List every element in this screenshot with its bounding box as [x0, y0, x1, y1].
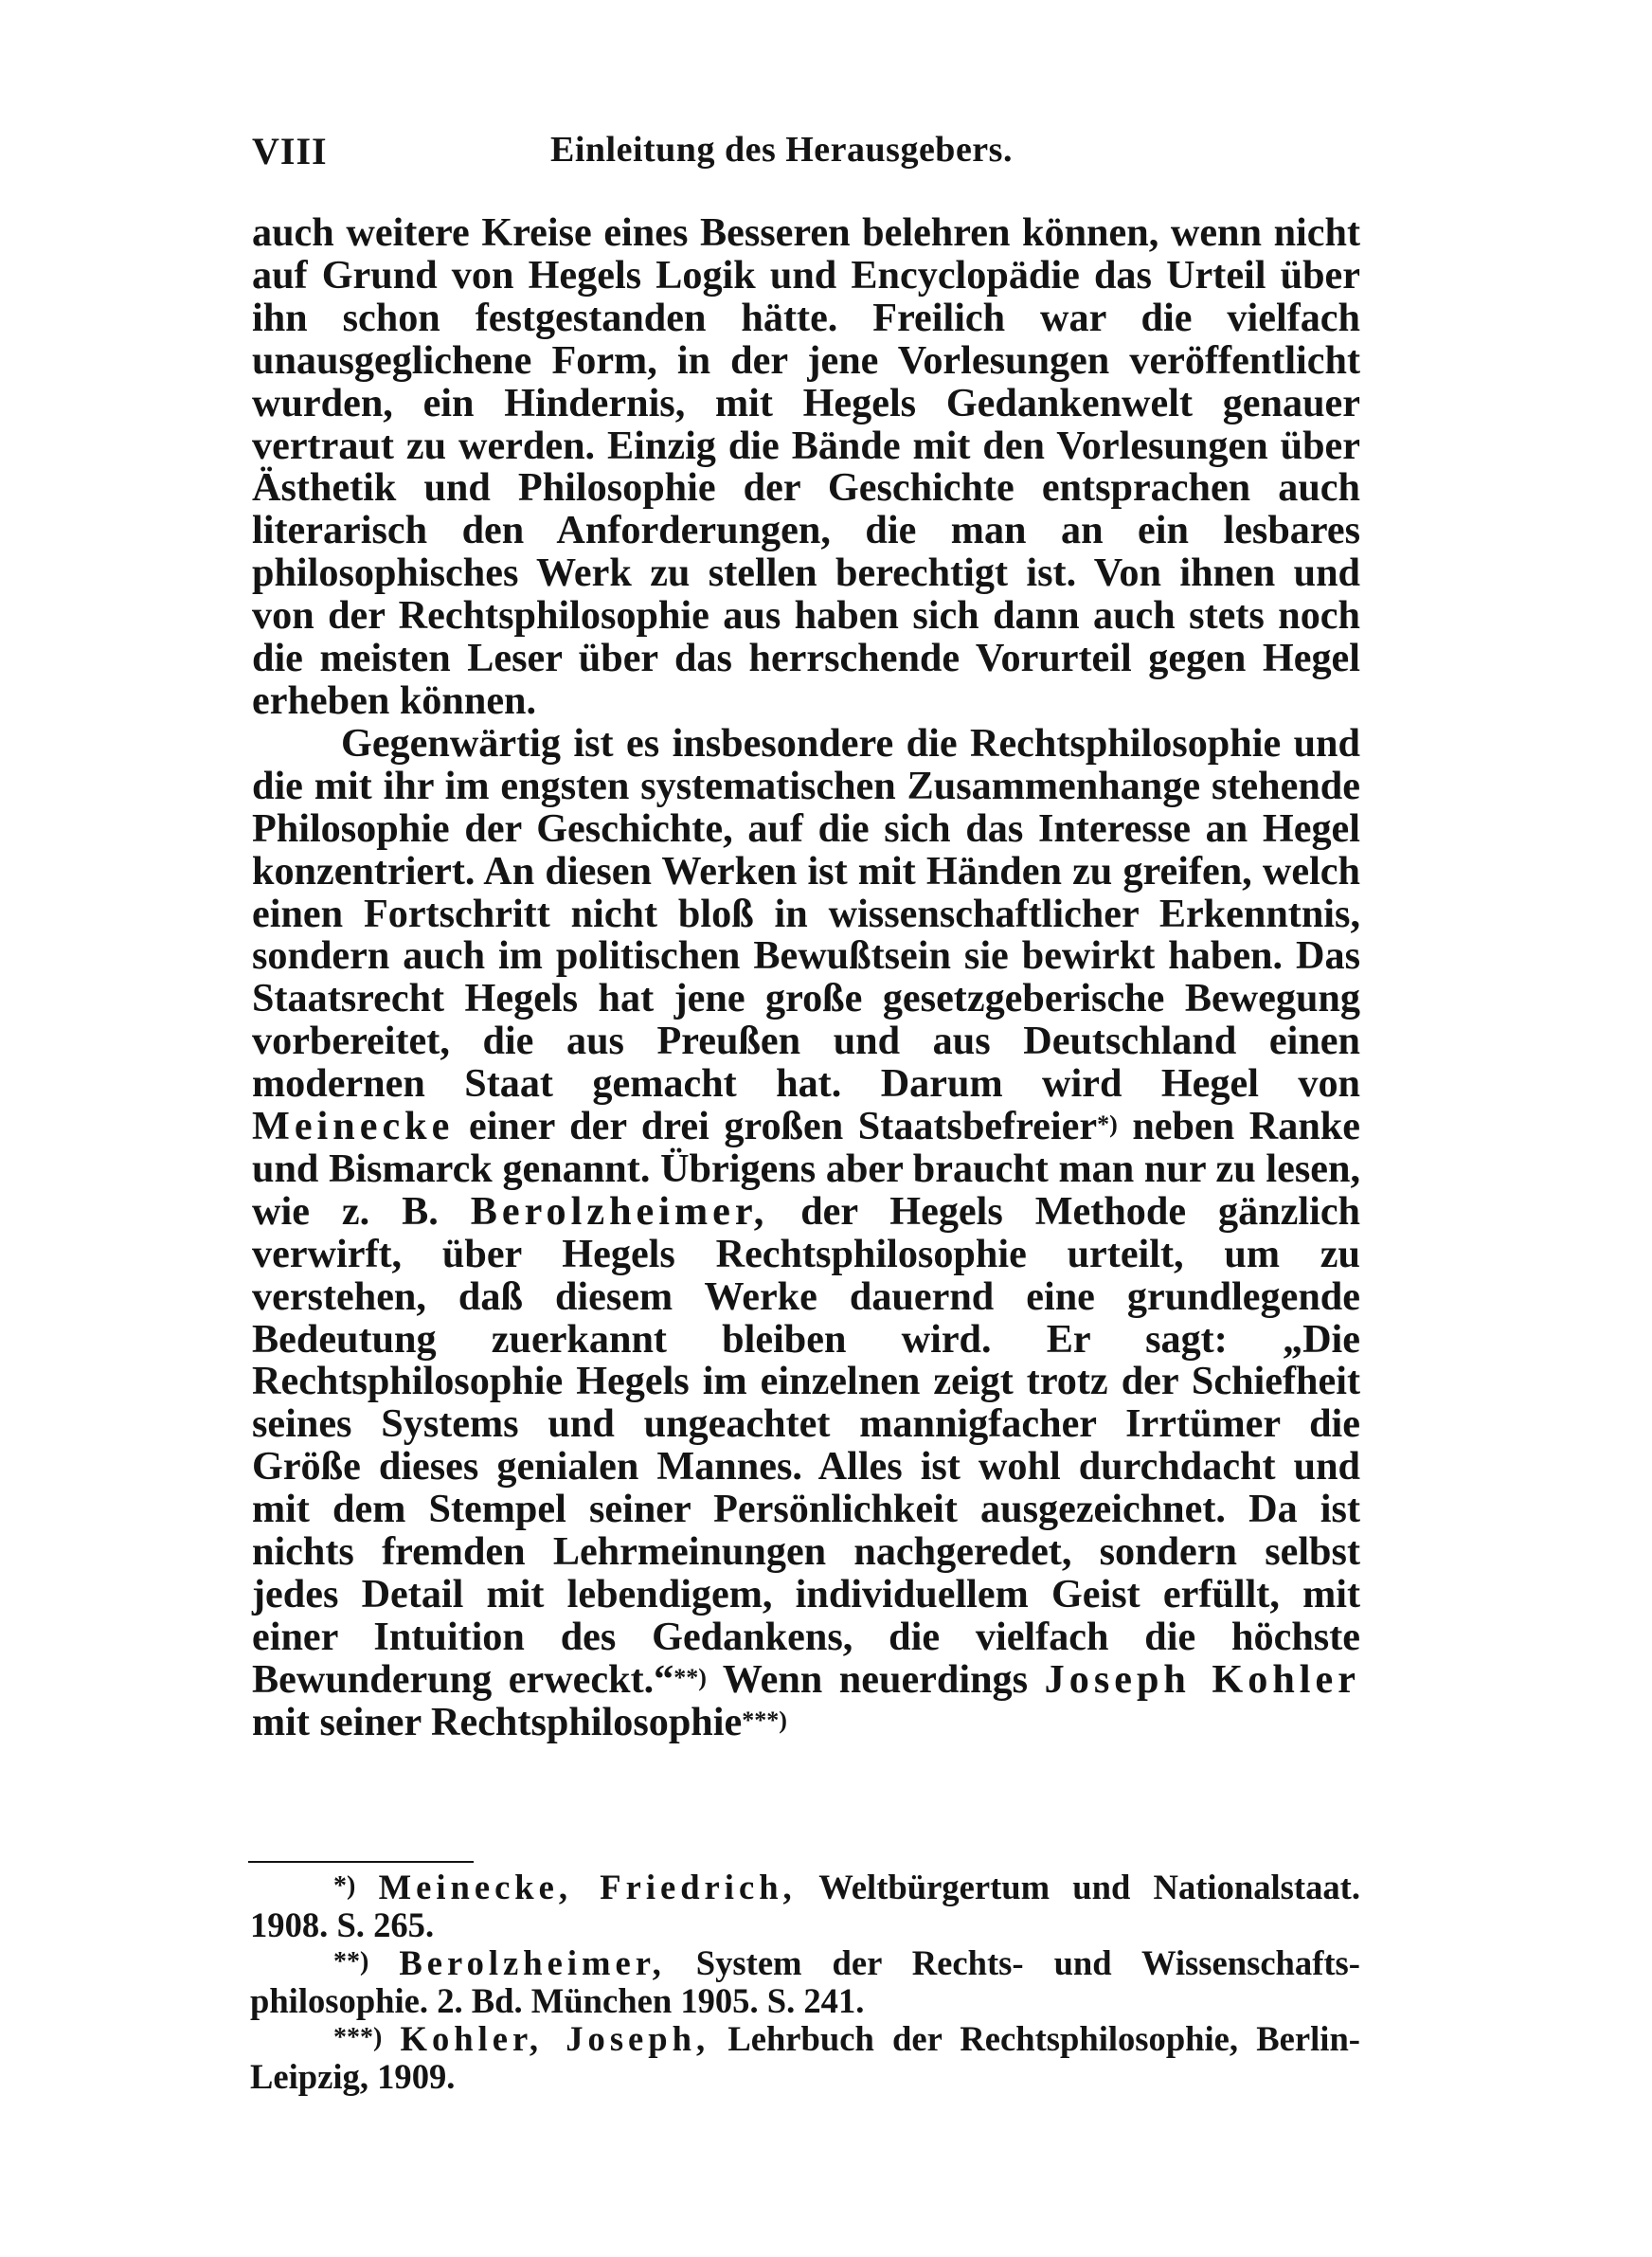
- author-name-berolzheimer: Berolzheimer,: [470, 1188, 769, 1234]
- footnote-3-mark: ***): [333, 2023, 383, 2052]
- paragraph-2-text-c: neben Ranke und Bismarck genannt. Übrigens aber braucht man nur zu lesen, wie z. B.: [252, 1104, 1360, 1234]
- footnote-1: [250, 1869, 1360, 1944]
- main-text: [252, 212, 1360, 1744]
- paragraph-2: [252, 720, 1361, 1744]
- running-head: [252, 129, 1370, 182]
- footnote-2-mark: **): [333, 1947, 369, 1977]
- footnote-divider: [248, 1861, 474, 1863]
- footnote-2-text: System der Rechts- und Wissenschaftsphilosophie. 2. Bd. München 1905. S. 241.: [250, 1943, 1360, 2020]
- paragraph-2-text-e: Wenn neuerdings: [722, 1656, 1029, 1702]
- footnote-1-mark: *): [333, 1871, 356, 1901]
- footnote-reference-1: *): [1097, 1110, 1118, 1139]
- footnote-reference-2: **): [673, 1663, 707, 1691]
- footnote-3: [250, 2020, 1360, 2096]
- footnote-3-text: Lehrbuch der Rechtsphilosophie, Berlin-Leipzig, 1909.: [250, 2019, 1360, 2096]
- paragraph-2-text-f: mit seiner Rechtsphilosophie: [252, 1699, 743, 1744]
- paragraph-2-text-b: einer der drei großen Staatsbefreier: [468, 1104, 1098, 1149]
- page-number: VIII: [252, 130, 328, 172]
- footnotes: [250, 1869, 1360, 2096]
- footnote-2: [250, 1944, 1360, 2020]
- footnote-3-author: Kohler, Joseph,: [400, 2019, 710, 2058]
- paragraph-2-text-d: der Hegels Methode gänzlich verwirft, über Hegels Rechtsphilosophie urteilt, um zu verstehen, daß diesem Werke dauernd eine grundlegende Bedeutung zuerkannt bleiben wird. Er sagt: „Die Rechtsphilosophie Hegels im einzelnen zeigt trotz der Schiefheit seines Systems und ungeachtet mannigfacher Irrtümer die Größe dieses genialen Mannes. Alles ist wohl durchdacht und mit dem Stempel seiner Persönlichkeit ausgezeichnet. Da ist nichts fremden Lehrmeinungen nachgeredet, sondern selbst jedes Detail mit lebendigem, individuellem Geist erfüllt, mit einer Intuition des Gedankens, die vielfach die höchste Bewunderung erweckt.“: [252, 1188, 1361, 1702]
- paragraph-1: auch weitere Kreise eines Besseren belehren können, wenn nicht auf Grund von Hegels Logik und Encyclopädie das Urteil über ihn schon festgestanden hätte. Freilich war die vielfach unausgeglichene Form, in der jene Vorlesungen veröffentlicht wurden, ein Hindernis, mit Hegels Gedankenwelt genauer vertraut zu werden. Einzig die Bände mit den Vorlesungen über Ästhetik und Philosophie der Geschichte entsprachen auch literarisch den Anforderungen, die man an ein lesbares philosophisches Werk zu stellen berechtigt ist. Von ihnen und von der Rechtsphilosophie aus haben sich dann auch stets noch die meisten Leser über das herrschende Vorurteil gegen Hegel erheben können.: [252, 210, 1360, 723]
- author-name-meinecke: Meinecke: [252, 1104, 455, 1149]
- author-name-kohler: Joseph Kohler: [1044, 1656, 1360, 1702]
- footnote-1-author: Meinecke, Friedrich,: [378, 1868, 797, 1906]
- footnote-reference-3: ***): [742, 1706, 787, 1734]
- running-title: Einleitung des Herausgebers.: [550, 130, 1013, 170]
- footnote-2-author: Berolzheimer,: [399, 1943, 666, 1982]
- paragraph-2-text-a: Gegenwärtig ist es insbesondere die Rechtsphilosophie und die mit ihr im engsten systematischen Zusammenhange stehende Philosophie der Geschichte, auf die sich das Interesse an Hegel konzentriert. An diesen Werken ist mit Händen zu greifen, welch einen Fortschritt nicht bloß in wissenschaftlicher Erkenntnis, sondern auch im politischen Bewußtsein sie bewirkt haben. Das Staatsrecht Hegels hat jene große gesetzgeberische Bewegung vorbereitet, die aus Preußen und aus Deutschland einen modernen Staat gemacht hat. Darum wird Hegel von: [252, 720, 1360, 1107]
- footnote-1-text: Weltbürgertum und Nationalstaat. 1908. S. 265.: [250, 1868, 1360, 1944]
